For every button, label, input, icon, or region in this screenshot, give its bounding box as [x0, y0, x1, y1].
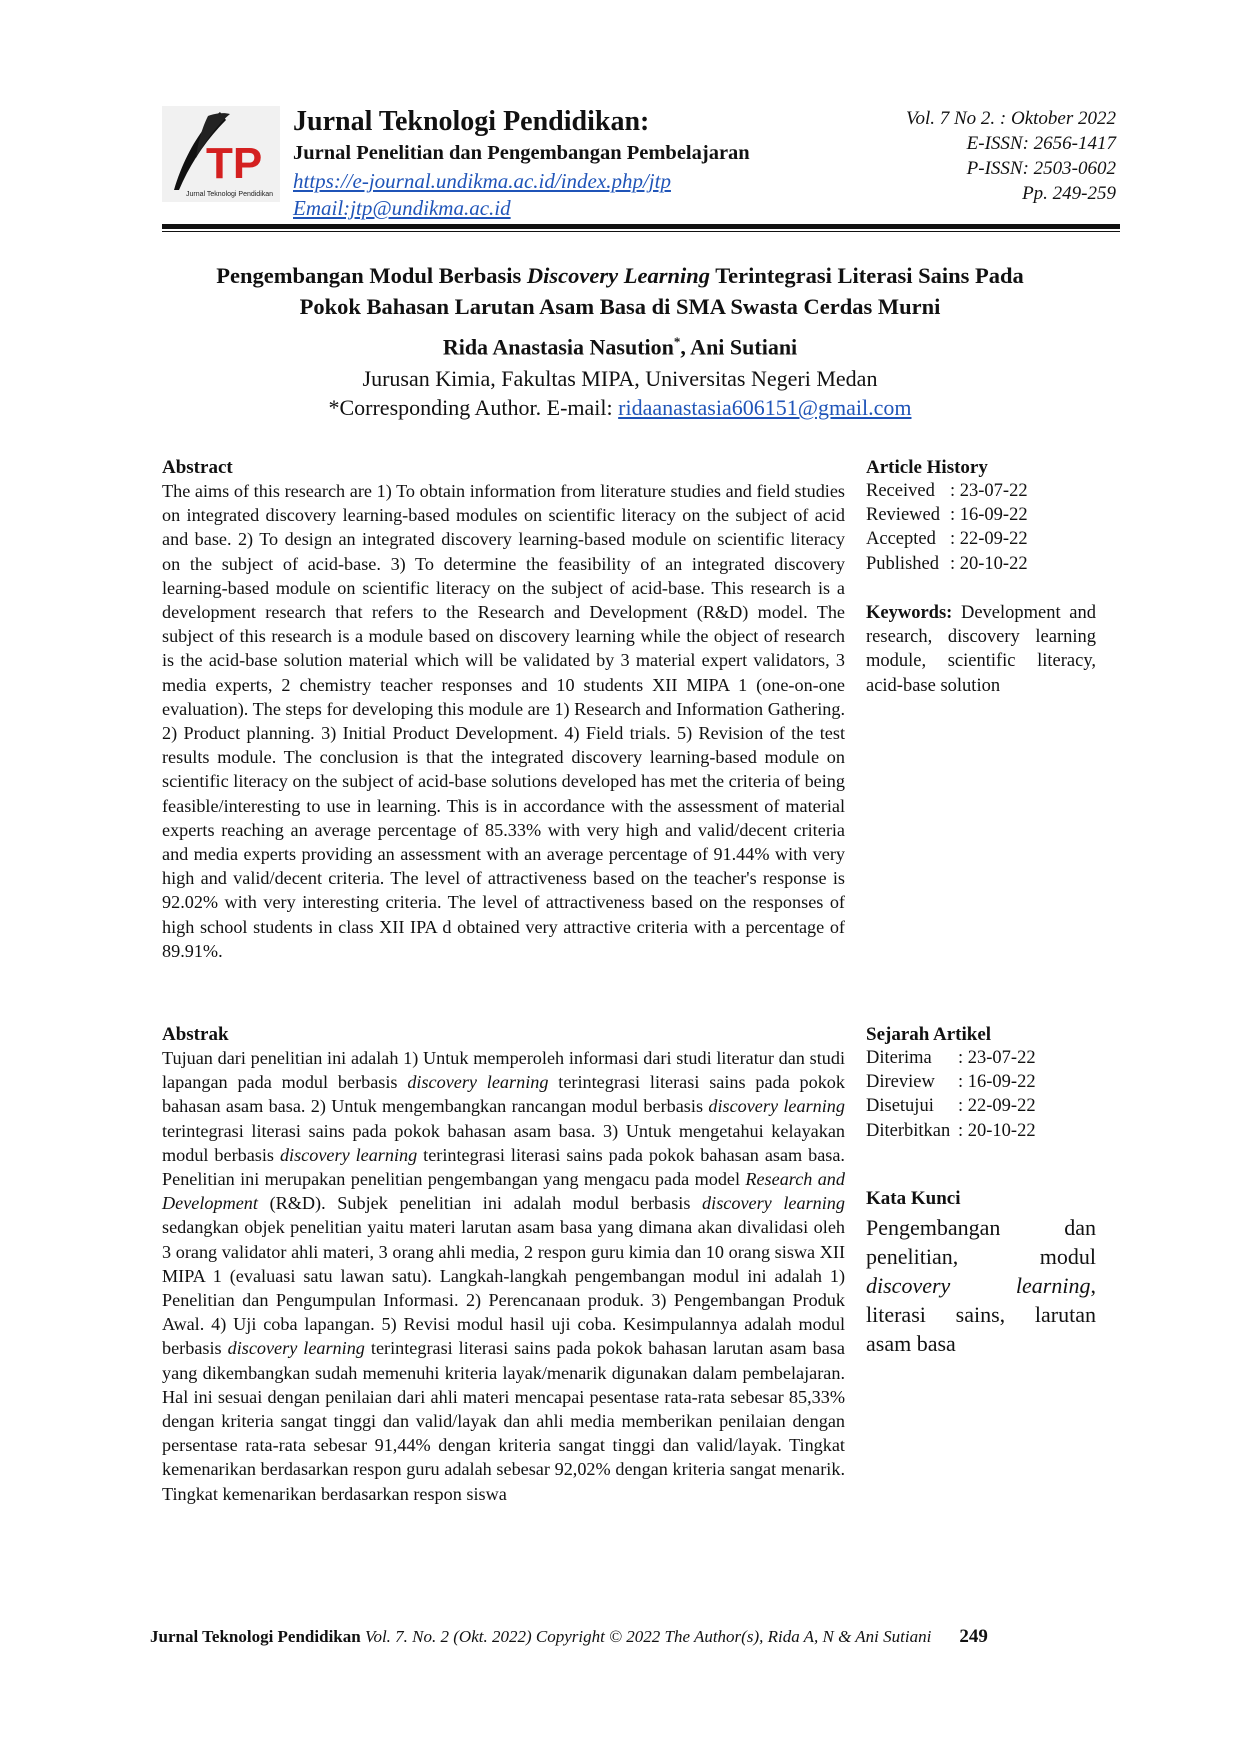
- paper-title: Pengembangan Modul Berbasis Discovery Learning Terintegrasi Literasi Sains Pada Pokok Bahasan Larutan Asam Basa di SMA Swasta Cerdas Murni: [216, 263, 1024, 319]
- article-history-heading: Article History: [866, 457, 988, 478]
- header-rule-thick: [162, 224, 1120, 229]
- journal-title: Jurnal Teknologi Pendidikan:: [293, 106, 650, 137]
- page-number: 249: [959, 1626, 988, 1647]
- abstract-heading: Abstract: [162, 457, 233, 478]
- abstract-text: The aims of this research are 1) To obtain information from literature studies and field studies on integrated discovery learning-based modules on scientific literacy on the subject of acid and base. 2) To design an integrated discovery learning-based module on scientific literacy on the subject of acid-base. 3) To determine the feasibility of an integrated discovery learning-based module on scientific literacy on the subject of acid-base. This research is a development research that refers to the Research and Development (R&D) model. The subject of this research is a module based on discovery learning while the object of research is the acid-base solution material which will be validated by 3 material expert validators, 3 media experts, 2 chemistry teacher responses and 10 students XII MIPA 1 (one-on-one evaluation). The steps for developing this module are 1) Research and Information Gathering. 2) Product planning. 3) Initial Product Development. 4) Field trials. 5) Revision of the test results module. The conclusion is that the integrated discovery learning-based module on scientific literacy on the subject of acid-base solutions developed has met the criteria of being feasible/interesting to use in learning. This is in accordance with the assessment of material experts reaching an average percentage of 85.33% with very high and valid/decent criteria and media experts providing an assessment with an average percentage of 91.44% with very high and valid/decent criteria. The level of attractiveness based on the teacher's response is 92.02% with very interesting criteria. The level of attractiveness based on the responses of high school students in class XII IPA d obtained very attractive criteria with a percentage of 89.91%.: [162, 481, 845, 961]
- eissn: E-ISSN: 2656-1417: [966, 133, 1116, 154]
- volume-info: Vol. 7 No 2. : Oktober 2022: [905, 108, 1116, 129]
- journal-subtitle: Jurnal Penelitian dan Pengembangan Pembelajaran: [293, 142, 750, 164]
- keywords: Keywords: Development and research, discovery learning module, scientific literacy, acid-base solution: [866, 603, 1096, 696]
- sejarah-artikel-heading: Sejarah Artikel: [866, 1024, 992, 1045]
- kata-kunci-heading: Kata Kunci: [866, 1188, 961, 1209]
- page-range: Pp. 249-259: [1022, 183, 1116, 204]
- affiliation: Jurusan Kimia, Fakultas MIPA, Universitas Negeri Medan: [362, 366, 878, 391]
- corresponding-email-link[interactable]: ridaanastasia606151@gmail.com: [618, 395, 912, 420]
- journal-email-link[interactable]: Email:jtp@undikma.ac.id: [293, 196, 511, 220]
- abstrak-text: Tujuan dari penelitian ini adalah 1) Untuk memperoleh informasi dari studi literatur dan studi lapangan pada modul berbasis discovery learning terintegrasi literasi sains pada pokok bahasan asam basa. 2) Untuk mengembangkan rancangan modul berbasis discovery learning terintegrasi literasi sains pada pokok bahasan asam basa. 3) Untuk mengetahui kelayakan modul berbasis discovery learning terintegrasi literasi sains pada pokok bahasan asam basa. Penelitian ini merupakan penelitian pengembangan yang mengacu pada model Research and Development (R&D). Subjek penelitian ini adalah modul berbasis discovery learning sedangkan objek penelitian yaitu materi larutan asam basa yang dimana akan divalidasi oleh 3 orang validator ahli materi, 3 orang ahli media, 2 respon guru kimia dan 10 orang siswa XII MIPA 1 (evaluasi satu lawan satu). Langkah-langkah pengembangan modul ini adalah 1) Penelitian dan Pengumpulan Informasi. 2) Perencanaan produk. 3) Pengembangan Produk Awal. 4) Uji coba lapangan. 5) Revisi modul hasil uji coba. Kesimpulannya adalah modul berbasis discovery learning terintegrasi literasi sains pada pokok bahasan larutan asam basa yang dikembangkan sudah memenuhi kriteria layak/menarik digunakan dalam pembelajaran. Hal ini sesuai dengan penilaian dari ahli materi mencapai pesentase rata-rata sebesar 85,33% dengan kriteria sangat tinggi dan valid/layak dan ahli media memberikan penilaian dengan persentase rata-rata sebesar 91,44% dengan kriteria sangat tinggi dan valid/layak. Tingkat kemenarikan berdasarkan respon guru adalah sebesar 92,02% dengan kriteria sangat menarik. Tingkat kemenarikan berdasarkan respon siswa: [162, 1048, 845, 1504]
- page-footer: Jurnal Teknologi Pendidikan Vol. 7. No. 2 (Okt. 2022) Copyright © 2022 The Author(s), Rida A, N & Ani Sutiani 249: [150, 1626, 988, 1647]
- authors: Rida Anastasia Nasution*, Ani Sutiani: [442, 334, 798, 360]
- article-history: Received : 23-07-22 Reviewed : 16-09-22 Accepted : 22-09-22 Published : 20-10-22: [866, 481, 1028, 574]
- svg-text:TP: TP: [206, 139, 263, 188]
- svg-text:Jurnal Teknologi Pendidikan: Jurnal Teknologi Pendidikan: [186, 191, 274, 198]
- header-rule-thin: [162, 231, 1120, 232]
- journal-url-link[interactable]: https://e-journal.undikma.ac.id/index.php/jtp: [293, 169, 671, 193]
- sejarah-artikel: Diterima : 23-07-22 Direview : 16-09-22 Disetujui : 22-09-22 Diterbitkan : 20-10-22: [866, 1048, 1036, 1141]
- quill-logo-icon: [162, 106, 280, 202]
- pissn: P-ISSN: 2503-0602: [966, 158, 1116, 179]
- journal-logo: [162, 106, 280, 202]
- corresponding-author: *Corresponding Author. E-mail: ridaanastasia606151@gmail.com: [328, 395, 912, 420]
- abstrak-heading: Abstrak: [162, 1024, 229, 1045]
- issue-metadata: [906, 106, 1116, 206]
- kata-kunci: Pengembangan dan penelitian, modul discovery learning, literasi sains, larutan asam basa: [866, 1215, 1096, 1356]
